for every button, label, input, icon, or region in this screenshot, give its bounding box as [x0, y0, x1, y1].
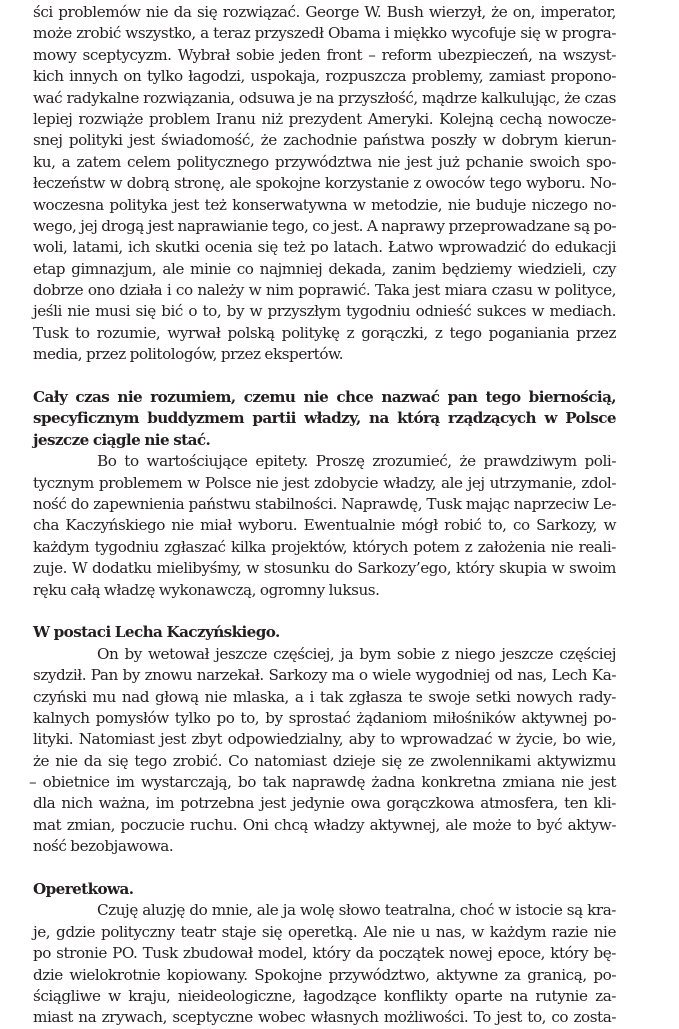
text-line: może zrobić wszystko, a teraz przyszedł Obama i miękko wycofuje się w progra- [33, 24, 616, 43]
text-line: Czuję aluzję do mnie, ale ja wolę słowo teatralna, choć w istocie są kra- [97, 901, 616, 920]
text-line: cha Kaczyńskiego nie miał wyboru. Ewentualnie mógł robić to, co Sarkozy, w [33, 516, 616, 535]
answer-paragraph [33, 900, 616, 1028]
interviewer-question [33, 879, 616, 900]
text-line: jeśli nie musi się bić o to, by w przyszłym tygodniu odnieść sukces w mediach. [33, 302, 616, 321]
text-line: po stronie PO. Tusk zbudował model, który da początek nowej epoce, który bę- [33, 944, 616, 963]
text-line: ści problemów nie da się rozwiązać. George W. Bush wierzył, że on, imperator, [33, 3, 616, 21]
text-line: etap gimnazjum, ale minie co najmniej dekada, zanim będziemy wiedzieli, czy [33, 259, 616, 278]
text-line: dla nich ważna, im potrzebna jest jedynie owa gorączkowa atmosfera, ten kli- [33, 794, 616, 813]
text-line: tycznym problemem w Polsce nie jest zdobycie władzy, ale jej utrzymanie, zdol- [33, 473, 616, 492]
question-line: W postaci Lecha Kaczyńskiego. [33, 623, 280, 642]
text-line: lepiej rozwiąże problem Iranu niż prezydent Ameryki. Kolejną cechą nowocze- [33, 109, 616, 128]
paragraph-spacer [33, 601, 616, 622]
text-line: lityki. Natomiast jest zbyt odpowiedzialny, aby to wprowadzać w życie, bo wie, [33, 730, 616, 749]
text-line: dobrze ono działa i co należy w nim poprawić. Taka jest miara czasu w polityce, [33, 281, 616, 300]
text-line: szydził. Pan by znowu narzekał. Sarkozy ma o wiele wygodniej od nas, Lech Ka- [33, 666, 616, 685]
paragraph-spacer [33, 858, 616, 879]
text-line: wego, jej drogą jest naprawianie tego, co jest. A naprawy przeprowadzane są po- [33, 216, 617, 235]
text-line: snej polityki jest świadomość, że zachodnie państwa poszły w dobrym kierun- [33, 131, 616, 150]
text-line: Tusk to rozumie, wyrwał polską politykę z gorączki, z tego poganiania przez [33, 323, 616, 342]
interviewer-question [33, 387, 616, 451]
answer-paragraph [29, 644, 616, 858]
answer-paragraph [33, 451, 616, 601]
text-line: każdym tygodniu zgłaszać kilka projektów, których potem z założenia nie reali- [33, 537, 616, 556]
text-line: dzie wielokrotnie kopiowany. Spokojne przywództwo, aktywne za granicą, po- [33, 965, 616, 984]
question-line: specyficznym buddyzmem partii władzy, na którą rządzących w Polsce [33, 409, 616, 428]
text-line: woli, latami, ich skutki ocenia się też po latach. Łatwo wprowadzić do edukacji [33, 238, 616, 257]
text-line: kalnych pomysłów tylko po to, by sprostać żądaniom miłośników aktywnej po- [33, 708, 616, 727]
text-line: ręku całą władzę wykonawczą, ogromny luksus. [33, 580, 380, 599]
text-line: mat zmian, poczucie ruchu. Oni chcą władzy aktywnej, ale może to być aktyw- [33, 815, 616, 834]
text-line: mowy sceptycyzm. Wybrał sobie jeden front – reform ubezpieczeń, na wszyst- [33, 45, 616, 64]
text-line: łeczeństw w dobrą stronę, ale spokojne korzystanie z owoców tego wyboru. No- [33, 174, 616, 193]
interviewer-question [33, 622, 616, 643]
text-line: zuje. W dodatku mielibyśmy, w stosunku do Sarkozy’ego, który skupia w swoim [33, 559, 616, 578]
text-line: ność bezobjawowa. [33, 837, 174, 856]
question-line: jeszcze ciągle nie stać. [33, 430, 211, 449]
answer-paragraph [33, 2, 616, 366]
document-page [29, 2, 617, 1029]
text-line: woczesna polityka jest też konserwatywna w metodzie, nie buduje niczego no- [33, 195, 616, 214]
text-line: je, gdzie polityczny teatr staje się operetką. Ale nie u nas, w każdym razie nie [33, 922, 616, 941]
text-line: – obietnice im wystarczają, bo tak naprawdę żadna konkretna zmiana nie jest [29, 773, 616, 792]
text-line: kich innych on tylko łagodzi, uspokaja, rozpuszcza problemy, zamiast propono- [33, 67, 616, 86]
text-line: czyński mu nad głową nie mlaska, a i tak zgłasza te swoje setki nowych rady- [33, 687, 616, 706]
text-line: że nie da się tego zrobić. Co natomiast dzieje się ze zwolennikami aktywizmu [33, 751, 616, 770]
paragraph-spacer [33, 366, 616, 387]
question-line: Cały czas nie rozumiem, czemu nie chce nazwać pan tego biernością, [33, 388, 616, 407]
text-line: ność do zapewnienia państwu stabilności. Naprawdę, Tusk mając naprzeciw Le- [33, 494, 616, 513]
question-line: Operetkowa. [33, 880, 134, 899]
text-line: ściągliwe w kraju, nieideologiczne, łagodzące konflikty oparte na rutynie za- [33, 986, 616, 1005]
text-line: Bo to wartościujące epitety. Proszę zrozumieć, że prawdziwym poli- [97, 452, 616, 471]
text-line: miast na zrywach, sceptyczne wobec własnych możliwości. To jest to, co zosta- [33, 1008, 616, 1027]
text-line: wać radykalne rozwiązania, odsuwa je na przyszłość, mądrze kalkulując, że czas [33, 88, 616, 107]
text-line: media, przez politologów, przez ekspertów. [33, 345, 344, 364]
text-line: On by wetował jeszcze częściej, ja bym sobie z niego jeszcze częściej [97, 644, 616, 663]
text-line: ku, a zatem celem politycznego przywództwa nie jest już pchanie swoich spo- [33, 152, 616, 171]
